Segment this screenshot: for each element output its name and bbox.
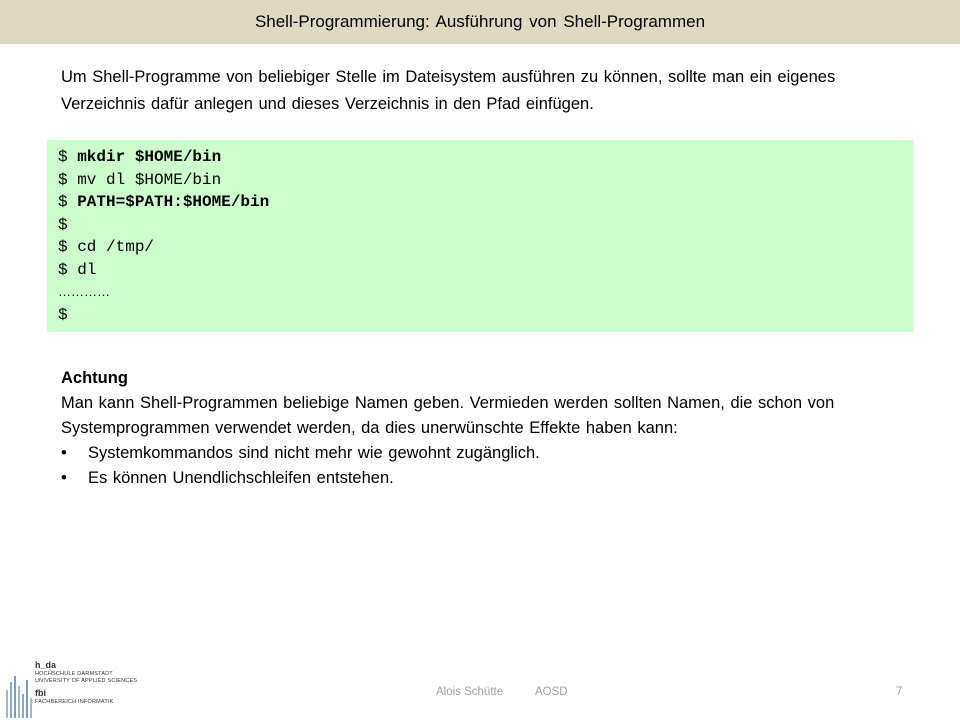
logo-text <box>35 660 137 706</box>
code-prompt: $ <box>58 170 78 189</box>
code-line <box>58 214 913 237</box>
achtung-section <box>61 366 921 491</box>
achtung-heading: Achtung <box>61 369 128 387</box>
logo-stripes-icon <box>6 668 32 718</box>
code-block <box>47 140 913 332</box>
code-line <box>58 146 913 169</box>
code-prompt: $ <box>58 215 68 234</box>
code-prompt: $ <box>58 305 68 324</box>
logo-line2: UNIVERSITY OF APPLIED SCIENCES <box>35 677 138 684</box>
bullet-item <box>61 466 921 491</box>
slide-title: Shell-Programmierung: Ausführung von Shell-Programmen <box>254 12 706 31</box>
code-prompt: $ <box>58 148 78 166</box>
code-command: mkdir $HOME/bin <box>77 148 222 166</box>
achtung-text: Man kann Shell-Programmen beliebige Namen geben. Vermieden werden sollten Namen, die schon von Systemprogrammen verwendet werden, da dies unerwünschte Effekte haben kann: <box>61 394 835 437</box>
bullet-text: Es können Unendlichschleifen entstehen. <box>88 469 394 487</box>
bullet-icon: • <box>61 444 67 462</box>
code-line <box>58 304 913 327</box>
logo-faculty: FACHBEREICH INFORMATIK <box>35 699 114 705</box>
code-line <box>58 169 913 192</box>
logo-line1: HOCHSCHULE DARMSTADT <box>35 671 113 677</box>
code-command: dl <box>77 260 97 279</box>
intro-paragraph: Um Shell-Programme von beliebiger Stelle im Dateisystem ausführen zu können, sollte man ein eigenes Verzeichnis dafür anlegen und dieses Verzeichnis in den Pfad einfügen. <box>61 68 836 113</box>
footer-author: Alois Schütte <box>436 686 504 698</box>
footer-course: AOSD <box>535 686 568 698</box>
code-line <box>58 191 913 214</box>
logo-name: h_da <box>35 660 57 670</box>
code-command: cd /tmp/ <box>77 238 155 256</box>
code-output: ………… <box>58 284 110 299</box>
logo-faculty-short: fbi <box>35 688 46 698</box>
university-logo <box>0 656 150 720</box>
code-line <box>58 236 913 259</box>
code-command: mv dl $HOME/bin <box>77 170 222 189</box>
title-bar <box>0 0 960 44</box>
code-prompt: $ <box>58 260 78 279</box>
bullet-item <box>61 441 921 466</box>
bullet-list <box>61 441 921 491</box>
code-prompt: $ <box>58 238 78 256</box>
code-output-ellipsis <box>58 281 913 304</box>
code-line <box>58 259 913 282</box>
code-command: PATH=$PATH:$HOME/bin <box>77 193 270 211</box>
page-number: 7 <box>896 686 903 698</box>
code-prompt: $ <box>58 193 78 211</box>
bullet-icon: • <box>61 469 67 487</box>
bullet-text: Systemkommandos sind nicht mehr wie gewohnt zugänglich. <box>88 444 540 462</box>
